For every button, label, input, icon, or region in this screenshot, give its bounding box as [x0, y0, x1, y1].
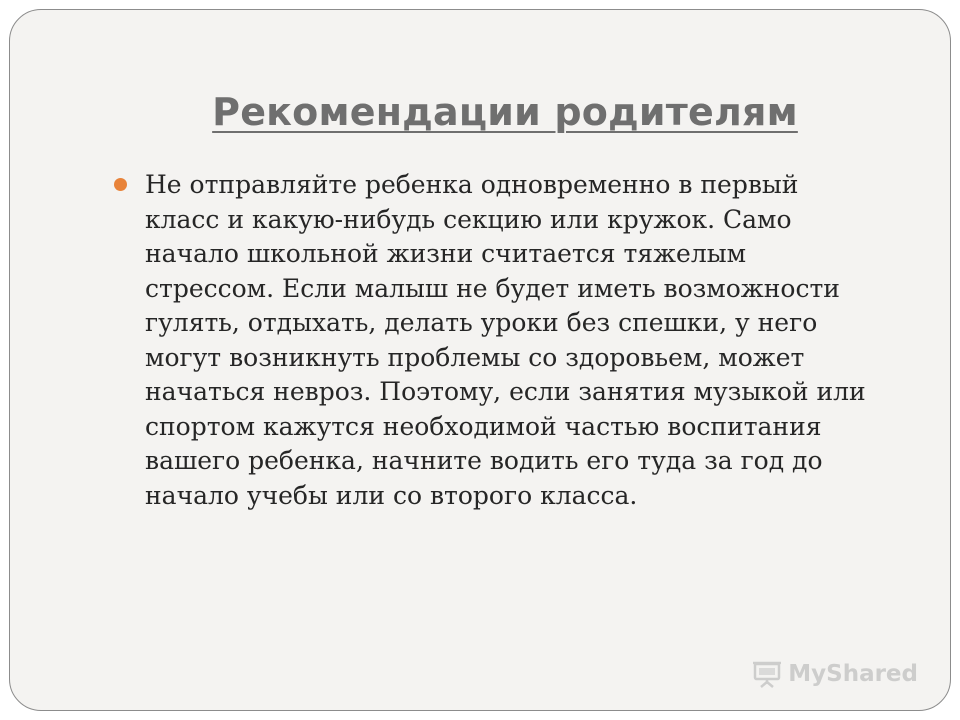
slide-title: [10, 90, 950, 134]
presentation-board-icon: [752, 660, 782, 688]
bullet-text: Не отправляйте ребенка одновременно в первый класс и какую-нибудь секцию или кружок. Само начало школьной жизни считается тяжелым стрессом. Если малыш не будет иметь возможности гулять, отдыхать, делать уроки без спешки, у него могут возникнуть проблемы со здоровьем, может начаться невроз. Поэтому, если занятия музыкой или спортом кажутся необходимой частью воспитания вашего ребенка, начните водить его туда за год до начало учебы или со второго класса.: [145, 170, 866, 510]
bullet-dot-icon: [114, 178, 127, 191]
watermark: [752, 660, 918, 688]
slide: [9, 9, 951, 711]
bullet-list: [114, 168, 874, 513]
watermark-text: MyShared: [788, 661, 918, 687]
slide-title-text: Рекомендации родителям: [212, 90, 798, 134]
list-item: [114, 168, 874, 513]
